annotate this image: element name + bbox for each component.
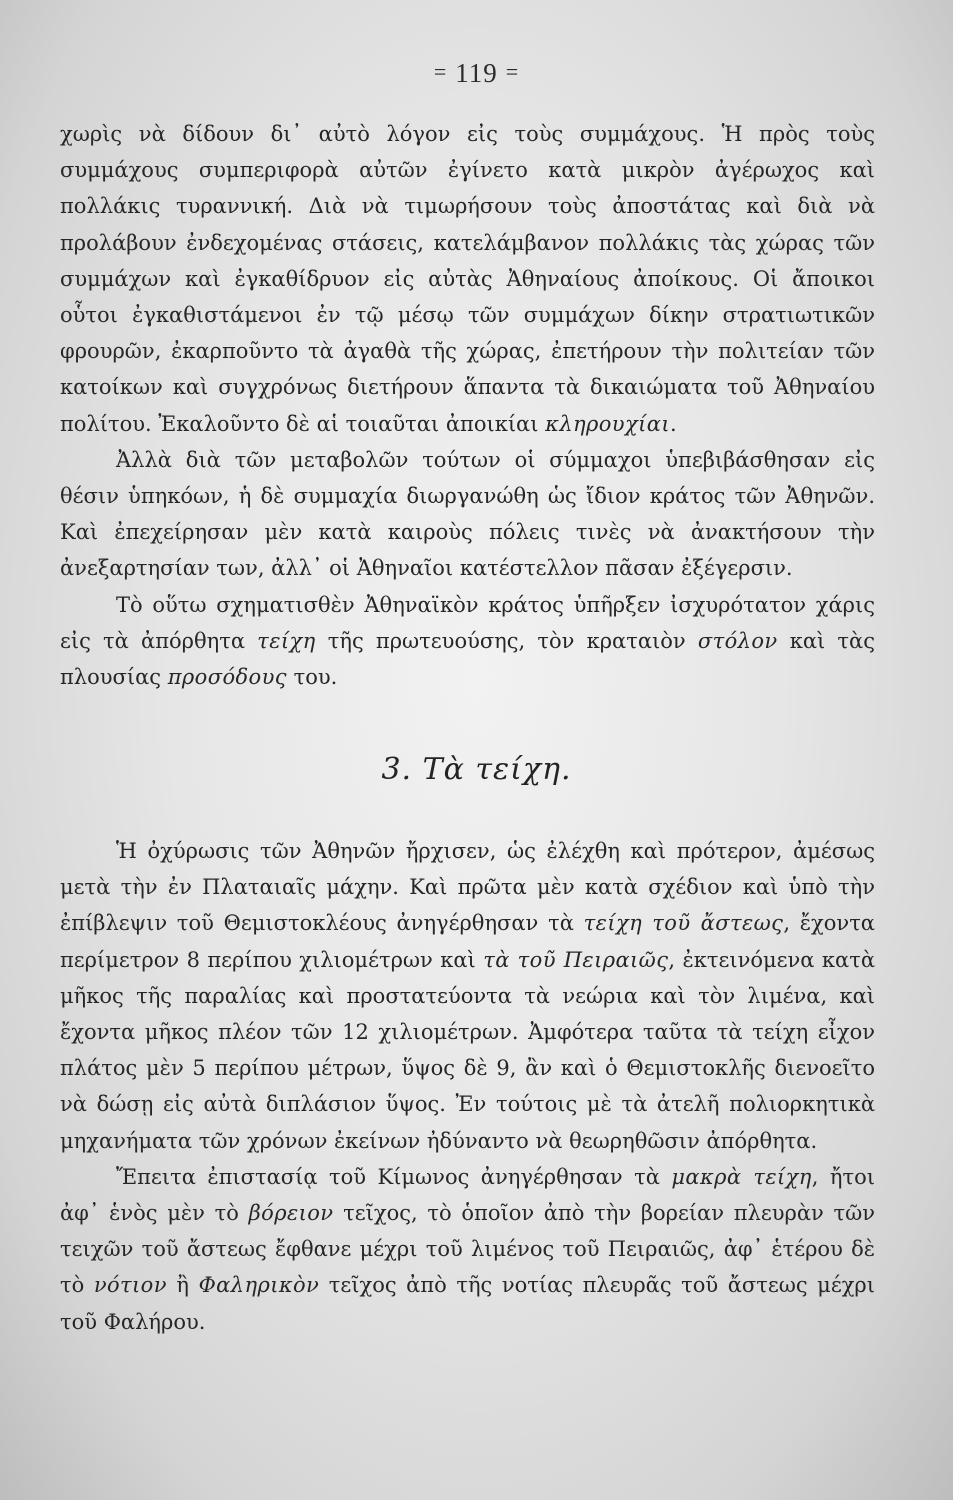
text-run: Τὸ οὕτω σχηματισθὲν Ἀθηναϊκὸν κράτος ὑπῆρξεν ἰσχυρότατον χάρις εἰς τὰ ἀπόρθητα — [60, 592, 875, 653]
text-run: ἢ — [166, 1273, 199, 1298]
text-run: τεῖχος, τὸ ὁποῖον ἀπὸ τὴν βορείαν πλευρὰν τῶν τειχῶν τοῦ ἄστεως ἔφθανε μέχρι τοῦ λιμένος τοῦ Πειραιῶς, ἀφ᾽ ἑτέρου δὲ τὸ — [60, 1201, 875, 1298]
text-run: , ἐκτεινόμενα κατὰ μῆκος τῆς παραλίας καὶ προστατεύοντα τὰ νεώρια καὶ τὸν λιμένα, καὶ ἔχοντα μῆκος πλέον τῶν 12 χιλιομέτρων. Ἀμφότερα ταῦτα τὰ τείχη εἶχον πλάτος μὲν 5 περίπου μέτρων, ὕψος δὲ 9, ἂν καὶ ὁ Θεμιστοκλῆς διενοεῖτο νὰ δώσῃ εἰς αὐτὰ διπλάσιον ὕψος. Ἐν τούτοις μὲ τὰ ἀτελῆ πολιορκητικὰ μηχανήματα τῶν χρόνων ἐκείνων ἠδύναντο νὰ θεωρηθῶσιν ἀπόρθητα. — [60, 947, 876, 1153]
text-run: χωρὶς νὰ δίδουν δι᾽ αὐτὸ λόγον εἰς τοὺς συμμάχους. Ἡ πρὸς τοὺς συμμάχους συμπεριφορὰ αὐτῶν ἐγίνετο κατὰ μικρὸν ἀγέρωχος καὶ πολλάκις τυραννική. Διὰ νὰ τιμωρήσουν τοὺς ἀποστάτας καὶ διὰ νὰ προλάβουν ἐνδεχομένας στάσεις, κατελάμβανον πολλάκις τὰς χώρας τῶν συμμάχων καὶ ἐγκαθίδρυον εἰς αὐτὰς Ἀθηναίους ἀποίκους. Οἱ ἄποικοι οὗτοι ἐγκαθιστάμενοι ἐν τῷ μέσῳ τῶν συμμάχων δίκην στρατιωτικῶν φρουρῶν, ἐκαρποῦντο τὰ ἀγαθὰ τῆς χώρας, ἐπετήρουν τὴν πολιτείαν τῶν κατοίκων καὶ συγχρόνως διετήρουν ἅπαντα τὰ δικαιώματα τοῦ Ἀθηναίου πολίτου. Ἐκαλοῦντο δὲ αἱ τοιαῦται ἀποικίαι — [60, 122, 875, 436]
paragraph — [60, 116, 875, 442]
emphasized-text: τείχη τοῦ ἄστεως — [583, 911, 784, 936]
text-run: Ἔπειτα ἐπιστασίᾳ τοῦ Κίμωνος ἀνηγέρθησαν τὰ — [116, 1164, 672, 1189]
emphasized-text: προσόδους — [167, 665, 287, 690]
emphasized-text: νότιον — [93, 1273, 167, 1298]
emphasized-text: μακρὰ τείχη — [671, 1164, 812, 1189]
emphasized-text: τὰ τοῦ Πειραιῶς — [483, 947, 669, 972]
text-run: Ἀλλὰ διὰ τῶν μεταβολῶν τούτων οἱ σύμμαχοι ὑπεβιβάσθησαν εἰς θέσιν ὑπηκόων, ἡ δὲ συμμαχία διωργανώθη ὡς ἴδιον κράτος τῶν Ἀθηνῶν. Καὶ ἐπεχείρησαν μὲν κατὰ καιροὺς πόλεις τινὲς νὰ ἀνακτήσουν τὴν ἀνεξαρτησίαν των, ἀλλ᾽ οἱ Ἀθηναῖοι κατέστελλον πᾶσαν ἐξέγερσιν. — [60, 447, 875, 581]
page-number — [0, 58, 953, 89]
paragraph — [60, 587, 875, 696]
emphasized-text: Φαληρικὸν — [198, 1273, 320, 1298]
body-text-top — [60, 116, 875, 695]
emphasized-text: τείχη — [257, 628, 316, 653]
page-number-ornament-left: = — [433, 59, 448, 84]
text-run: . — [669, 411, 677, 436]
text-run: του. — [286, 665, 338, 690]
paragraph — [60, 833, 875, 1159]
text-run: , ἤτοι ἀφ᾽ ἑνὸς μὲν τὸ — [60, 1164, 875, 1226]
body-text-bottom — [60, 833, 875, 1340]
page-number-ornament-right: = — [505, 59, 520, 84]
text-run: Ἡ ὀχύρωσις τῶν Ἀθηνῶν ἤρχισεν, ὡς ἐλέχθη καὶ πρότερον, ἀμέσως μετὰ τὴν ἐν Πλαταιαῖς μάχην. Καὶ πρῶτα μὲν κατὰ σχέδιον καὶ ὑπὸ τὴν ἐπίβλεψιν τοῦ Θεμιστοκλέους ἀνηγέρθησαν τὰ — [60, 839, 875, 936]
section-title: 3. Τὰ τείχη. — [381, 752, 572, 787]
emphasized-text: βόρειον — [248, 1201, 334, 1226]
text-run: τῆς πρωτευούσης, τὸν κραταιὸν — [315, 628, 698, 653]
page-number-value: 119 — [455, 58, 498, 88]
paragraph — [60, 1159, 875, 1340]
paragraph — [60, 442, 875, 587]
text-run: τεῖχος ἀπὸ τῆς νοτίας πλευρᾶς τοῦ ἄστεως μέχρι τοῦ Φαλήρου. — [60, 1273, 876, 1334]
text-run: καὶ τὰς πλουσίας — [60, 628, 875, 690]
text-run: , ἔχοντα περίμετρον 8 περίπου χιλιομέτρων καὶ — [60, 911, 875, 972]
emphasized-text: κληρουχίαι — [545, 411, 670, 436]
emphasized-text: στόλον — [697, 628, 778, 653]
